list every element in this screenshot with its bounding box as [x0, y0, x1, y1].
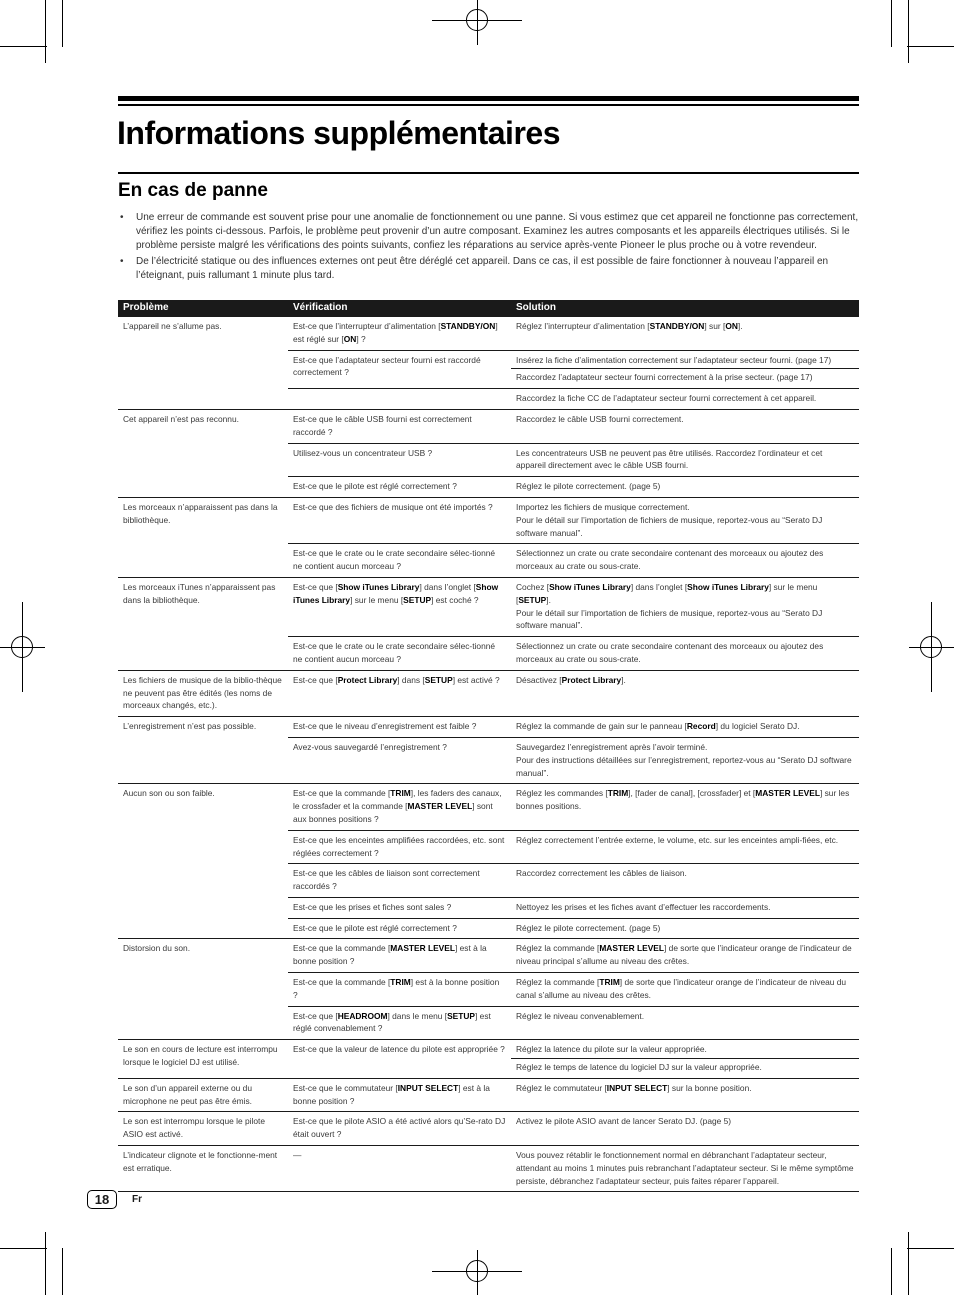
- language-code: Fr: [132, 1194, 142, 1205]
- problem-cell: Le son d’un appareil externe ou du microphone ne peut pas être émis.: [118, 1078, 288, 1112]
- solution-text: Cochez [Show iTunes Library] dans l’onglet [Show iTunes Library] sur le menu [SETUP]. Pour le détail sur l’importation de fichiers de musique, reportez-vous au “Serato DJ software manual”.: [516, 581, 823, 631]
- table-row: [118, 670, 859, 716]
- table-row: [118, 1040, 859, 1079]
- solution-cell: [511, 670, 859, 716]
- check-cell: Est-ce que [Show iTunes Library] dans l’onglet [Show iTunes Library] sur le menu [SETUP] est coché ?: [288, 577, 511, 636]
- crop-mark: [45, 0, 46, 63]
- solution-text: Réglez la commande de gain sur le panneau [Record] du logiciel Serato DJ.: [516, 721, 800, 732]
- solution-text: Les concentrateurs USB ne peuvent pas être utilisés. Raccordez l’ordinateur et cet appareil directement avec le câble USB fourni.: [516, 447, 823, 471]
- crop-mark: [0, 46, 47, 47]
- troubleshooting-table: [118, 300, 859, 1192]
- table-row: [118, 717, 859, 738]
- check-cell: Est-ce que la commande [TRIM] est à la bonne position ?: [288, 973, 511, 1007]
- solution-cell: [511, 939, 859, 973]
- check-cell: Est-ce que des fichiers de musique ont été importés ?: [288, 497, 511, 543]
- check-cell: Est-ce que le pilote est réglé correctement ?: [288, 477, 511, 498]
- section-title: En cas de panne: [118, 180, 268, 201]
- crop-mark: [891, 0, 892, 47]
- problem-cell: L’enregistrement n’est pas possible.: [118, 717, 288, 784]
- solution-text: Réglez les commandes [TRIM], [fader de canal], [crossfader] et [MASTER LEVEL] sur les bonnes positions.: [516, 788, 850, 812]
- solution-text: Importez les fichiers de musique correctement. Pour le détail sur l’importation de fichiers de musique, reportez-vous au “Serato DJ software manual”.: [516, 501, 823, 538]
- column-header-problem: Problème: [118, 300, 288, 317]
- check-cell: Est-ce que le commutateur [INPUT SELECT] est à la bonne position ?: [288, 1078, 511, 1112]
- check-cell: Utilisez-vous un concentrateur USB ?: [288, 443, 511, 477]
- table-row: [118, 1146, 859, 1192]
- solution-text: Réglez le pilote correctement. (page 5): [516, 481, 661, 492]
- check-cell: Est-ce que la commande [MASTER LEVEL] est à la bonne position ?: [288, 939, 511, 973]
- crop-mark: [907, 46, 954, 47]
- solution-cell: [511, 409, 859, 443]
- registration-circle: [11, 636, 33, 658]
- problem-cell: Les fichiers de musique de la biblio-thèque ne peuvent pas être édités (les noms de morceaux changés, etc.).: [118, 670, 288, 716]
- solution-text: Réglez le niveau convenablement.: [516, 1010, 645, 1021]
- title-rules: [118, 96, 859, 106]
- check-cell: Est-ce que les enceintes amplifiées raccordées, etc. sont réglées correctement ?: [288, 830, 511, 864]
- solution-cell: [511, 918, 859, 939]
- solution-cell: [511, 830, 859, 864]
- solution-text: Réglez la commande [TRIM] de sorte que l’indicateur orange de l’indicateur de niveau du canal s’allume au niveau des crêtes.: [516, 977, 847, 1000]
- crop-mark: [0, 1248, 47, 1249]
- solution-text: Raccordez le câble USB fourni correctement.: [516, 413, 684, 424]
- solution-cell: [511, 497, 859, 543]
- crop-mark: [908, 0, 909, 63]
- problem-cell: Aucun son ou son faible.: [118, 784, 288, 939]
- problem-cell: Les morceaux iTunes n’apparaissent pas dans la bibliothèque.: [118, 577, 288, 670]
- check-cell: Est-ce que le pilote est réglé correctement ?: [288, 918, 511, 939]
- solution-cell: [511, 317, 859, 350]
- section-rule: [118, 172, 859, 174]
- solution-cell: [511, 389, 859, 410]
- check-cell: —: [288, 1146, 511, 1192]
- crop-mark: [62, 1248, 63, 1295]
- solution-cell: [511, 1112, 859, 1146]
- solution-text: Insérez la fiche d’alimentation correctement sur l’adaptateur secteur fourni. (page 17): [516, 354, 832, 365]
- problem-cell: Le son en cours de lecture est interrompu lorsque le logiciel DJ est utilisé.: [118, 1040, 288, 1079]
- check-cell: Est-ce que la commande [TRIM], les faders des canaux, le crossfader et la commande [MASTER LEVEL] sont aux bonnes positions ?: [288, 784, 511, 830]
- solution-text: Réglez la latence du pilote sur la valeur appropriée.: [516, 1044, 707, 1055]
- solution-text: Activez le pilote ASIO avant de lancer Serato DJ. (page 5): [516, 1116, 732, 1127]
- solution-cell: [511, 443, 859, 477]
- problem-cell: L’indicateur clignote et le fonctionne-ment est erratique.: [118, 1146, 288, 1192]
- problem-cell: Le son est interrompu lorsque le pilote ASIO est activé.: [118, 1112, 288, 1146]
- solution-cell: [511, 577, 859, 636]
- check-cell: Est-ce que [Protect Library] dans [SETUP] est activé ?: [288, 670, 511, 716]
- solution-text: Réglez le commutateur [INPUT SELECT] sur la bonne position.: [516, 1082, 752, 1093]
- solution-cell: [511, 897, 859, 918]
- table-header-row: [118, 300, 859, 317]
- solution-text: Raccordez la fiche CC de l’adaptateur secteur fourni correctement à cet appareil.: [516, 393, 817, 404]
- registration-circle: [920, 636, 942, 658]
- crop-mark: [45, 1232, 46, 1295]
- registration-circle: [466, 9, 488, 31]
- solution-text: Réglez la commande [MASTER LEVEL] de sorte que l’indicateur orange de l’indicateur de niveau principal s’allume au niveau des crêtes.: [516, 943, 852, 967]
- intro-bullet: • De l’électricité statique ou des influences externes ont peut être déréglé cet appareil. Dans ce cas, il est possible de faire fonctionner à nouveau l’appareil en l’éteignant, puis rallumant 1 minute plus tard.: [118, 255, 859, 283]
- solution-text: Vous pouvez rétablir le fonctionnement normal en débranchant l’adaptateur secteur, attendant au moins 1 minutes puis rebranchant l’adaptateur secteur. Si le même symptôme persiste, débranchez l’adaptateur secteur, puis faites réparer l’appareil.: [516, 1150, 854, 1186]
- column-header-solution: Solution: [511, 300, 859, 317]
- check-cell: Est-ce que le câble USB fourni est correctement raccordé ?: [288, 409, 511, 443]
- solution-cell: [511, 1006, 859, 1040]
- solution-cell: [511, 717, 859, 738]
- crop-mark: [62, 0, 63, 47]
- solution-cell: [511, 973, 859, 1007]
- table-row: [118, 497, 859, 543]
- crop-mark: [907, 1248, 954, 1249]
- table-row: [118, 1078, 859, 1112]
- solution-text: Réglez le pilote correctement. (page 5): [516, 922, 661, 933]
- page-title: Informations supplémentaires: [117, 115, 560, 151]
- solution-text: Réglez le temps de latence du logiciel DJ sur la valeur appropriée.: [511, 1058, 859, 1074]
- solution-cell: [511, 477, 859, 498]
- solution-cell: [511, 784, 859, 830]
- crop-mark: [908, 1232, 909, 1295]
- crop-mark: [891, 1248, 892, 1295]
- solution-text: Réglez correctement l’entrée externe, le volume, etc. sur les enceintes ampli-fiées, etc.: [516, 834, 839, 845]
- column-header-check: Vérification: [288, 300, 511, 317]
- check-cell: Est-ce que l’interrupteur d’alimentation [STANDBY/ON] est réglé sur [ON] ?: [288, 317, 511, 350]
- solution-text: Sélectionnez un crate ou crate secondaire contenant des morceaux ou ajoutez des morceaux au crate ou sous-crate.: [516, 641, 824, 664]
- problem-cell: Distorsion du son.: [118, 939, 288, 1040]
- table-row: [118, 1112, 859, 1146]
- check-cell: Est-ce que les câbles de liaison sont correctement raccordés ?: [288, 864, 511, 898]
- solution-cell: [511, 1040, 859, 1079]
- problem-cell: Cet appareil n’est pas reconnu.: [118, 409, 288, 497]
- solution-cell: [511, 864, 859, 898]
- check-cell: Est-ce que le crate ou le crate secondaire sélec-tionné ne contient aucun morceau ?: [288, 544, 511, 578]
- problem-cell: Les morceaux n’apparaissent pas dans la bibliothèque.: [118, 497, 288, 577]
- table-row: [118, 409, 859, 443]
- solution-text: Sauvegardez l’enregistrement après l’avoir terminé. Pour des instructions détaillées sur l’enregistrement, reportez-vous au “Serato DJ software manual”.: [516, 741, 852, 778]
- solution-cell: [511, 1146, 859, 1192]
- page-number: 18: [87, 1190, 117, 1209]
- solution-text: Désactivez [Protect Library].: [516, 674, 626, 685]
- registration-circle: [466, 1260, 488, 1282]
- problem-cell: L’appareil ne s’allume pas.: [118, 317, 288, 409]
- solution-text: Réglez l’interrupteur d’alimentation [STANDBY/ON] sur [ON].: [516, 321, 743, 331]
- solution-text: Nettoyez les prises et les fiches avant d’effectuer les raccordements.: [516, 901, 771, 912]
- solution-cell: [511, 1078, 859, 1112]
- solution-cell: [511, 350, 859, 389]
- solution-cell: [511, 737, 859, 783]
- check-cell: Est-ce que le pilote ASIO a été activé alors qu’Se-rato DJ était ouvert ?: [288, 1112, 511, 1146]
- solution-cell: [511, 544, 859, 578]
- intro-list: [118, 211, 859, 284]
- check-cell: Est-ce que la valeur de latence du pilote est appropriée ?: [288, 1040, 511, 1079]
- solution-text: Raccordez l’adaptateur secteur fourni correctement à la prise secteur. (page 17): [511, 368, 859, 384]
- check-cell: Est-ce que le crate ou le crate secondaire sélec-tionné ne contient aucun morceau ?: [288, 637, 511, 671]
- check-cell: Est-ce que l’adaptateur secteur fourni est raccordé correctement ?: [288, 350, 511, 389]
- table-row: [118, 784, 859, 830]
- check-cell: Est-ce que [HEADROOM] dans le menu [SETUP] est réglé convenablement ?: [288, 1006, 511, 1040]
- solution-cell: [511, 637, 859, 671]
- table-row: [118, 577, 859, 636]
- table-body: [118, 317, 859, 1192]
- table-row: [118, 317, 859, 350]
- intro-bullet: • Une erreur de commande est souvent prise pour une anomalie de fonctionnement ou une panne. Si vous estimez que cet appareil ne fonctionne pas correctement, vérifiez les points ci-dessous. Parfois, le problème peut provenir d’un autre composant. Examinez les autres composants et les appareils électriques utilisés. Si le problème persiste malgré les vérifications des points suivants, confiez les réparations au service après-vente Pioneer le plus proche ou à votre revendeur.: [118, 211, 859, 254]
- check-cell: Est-ce que les prises et fiches sont sales ?: [288, 897, 511, 918]
- table-row: [118, 939, 859, 973]
- check-cell: [288, 389, 511, 410]
- check-cell: Avez-vous sauvegardé l’enregistrement ?: [288, 737, 511, 783]
- check-cell: Est-ce que le niveau d’enregistrement est faible ?: [288, 717, 511, 738]
- solution-text: Raccordez correctement les câbles de liaison.: [516, 868, 687, 879]
- solution-text: Sélectionnez un crate ou crate secondaire contenant des morceaux ou ajoutez des morceaux au crate ou sous-crate.: [516, 548, 824, 572]
